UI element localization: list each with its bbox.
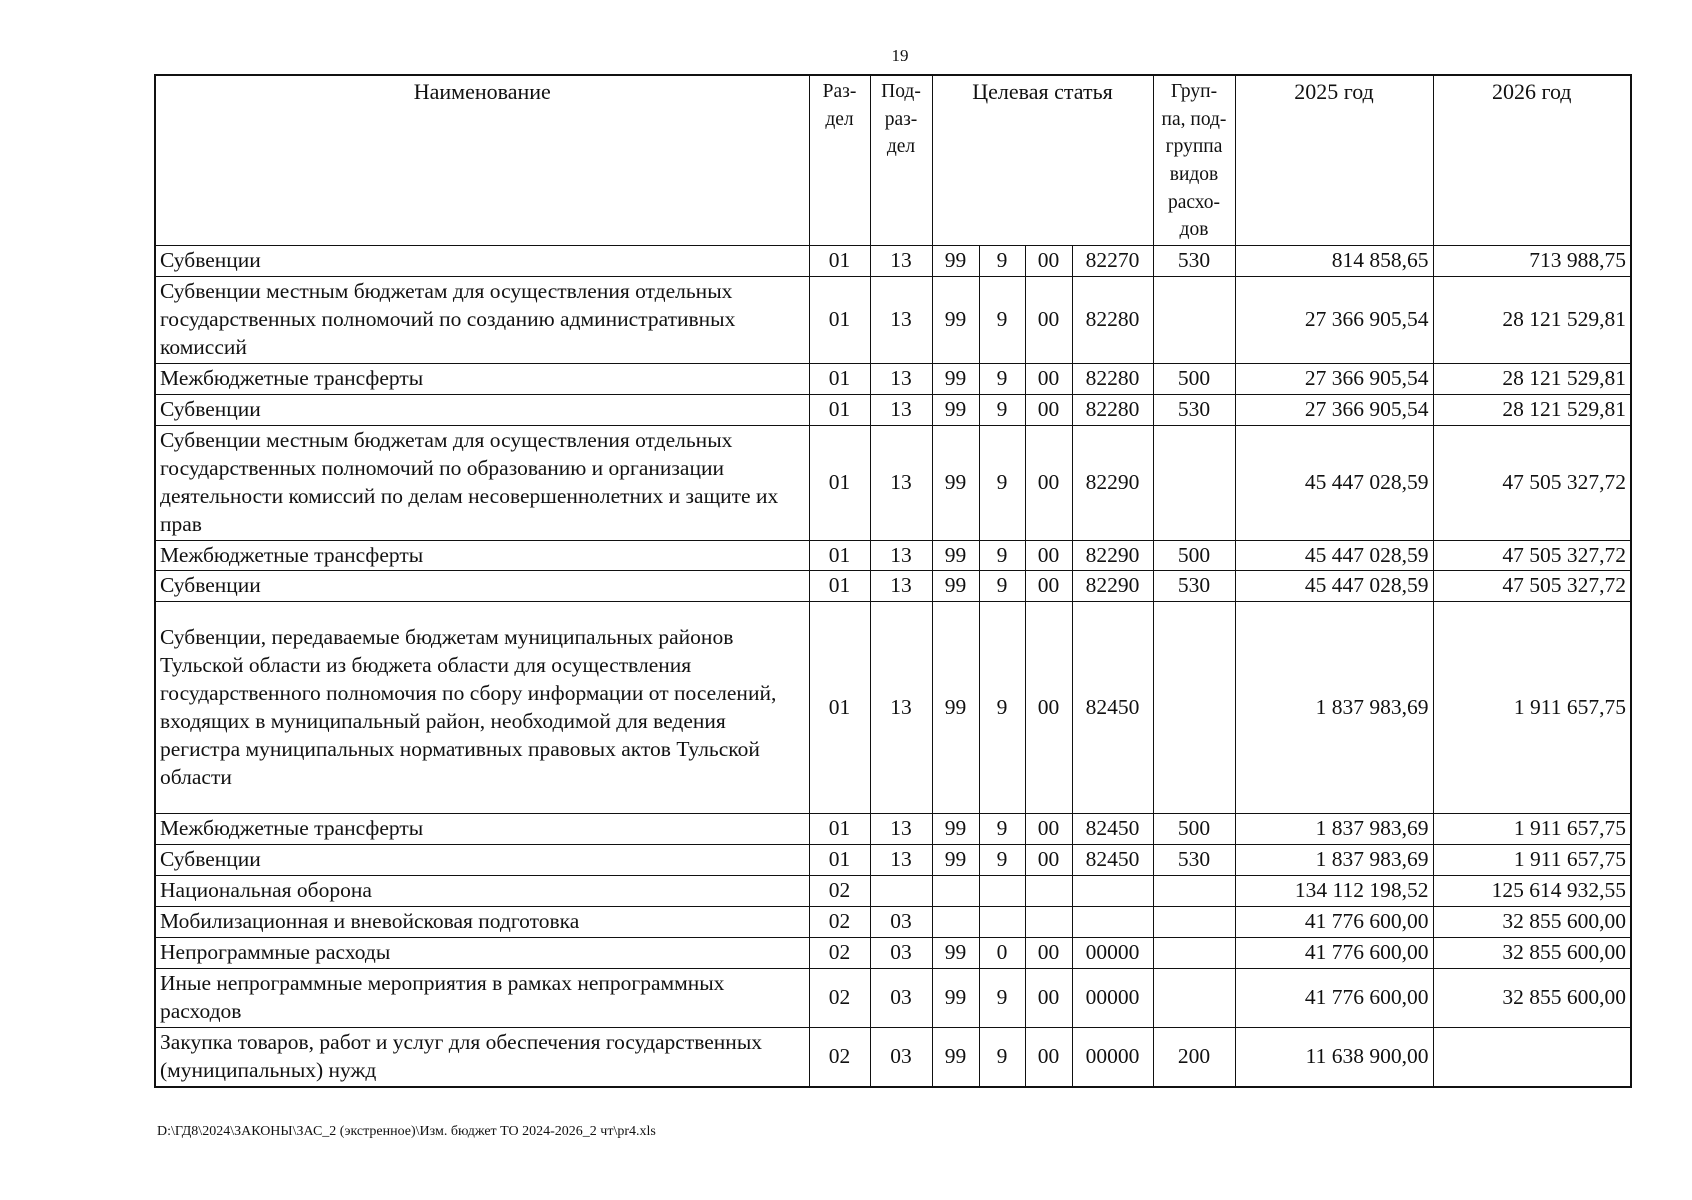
cell-target-program: 99 [932, 845, 979, 876]
header-expense-group: Груп- па, под- группа видов расхо- дов [1153, 75, 1235, 246]
cell-razdel: 01 [809, 363, 870, 394]
cell-razdel: 01 [809, 246, 870, 277]
cell-name: Иные непрограммные мероприятия в рамках непрограммных расходов [155, 969, 809, 1028]
cell-target-subprogram: 0 [979, 938, 1025, 969]
table-row [155, 425, 1631, 540]
cell-target-direction: 82290 [1072, 540, 1153, 571]
cell-amount-2025: 41 776 600,00 [1235, 907, 1433, 938]
cell-expense-group [1153, 425, 1235, 540]
cell-amount-2025: 27 366 905,54 [1235, 394, 1433, 425]
cell-target-program: 99 [932, 277, 979, 364]
table-row [155, 540, 1631, 571]
cell-target-subprogram [979, 876, 1025, 907]
cell-target-subprogram: 9 [979, 540, 1025, 571]
cell-target-subprogram: 9 [979, 969, 1025, 1028]
cell-target-program: 99 [932, 969, 979, 1028]
cell-amount-2025: 41 776 600,00 [1235, 938, 1433, 969]
cell-target-direction: 00000 [1072, 938, 1153, 969]
cell-target-subprogram: 9 [979, 394, 1025, 425]
cell-name: Субвенции местным бюджетам для осуществления отдельных государственных полномочий по образованию и организации деятельности комиссий по делам несовершеннолетних и защите их прав [155, 425, 809, 540]
cell-amount-2025: 1 837 983,69 [1235, 602, 1433, 814]
cell-razdel: 02 [809, 938, 870, 969]
table-row [155, 277, 1631, 364]
cell-amount-2025: 11 638 900,00 [1235, 1027, 1433, 1086]
cell-target-direction: 82270 [1072, 246, 1153, 277]
cell-target-program [932, 907, 979, 938]
budget-table [154, 74, 1632, 1088]
cell-target-program: 99 [932, 938, 979, 969]
cell-podrazdel: 13 [870, 277, 932, 364]
cell-target-subprogram: 9 [979, 1027, 1025, 1086]
cell-amount-2026: 32 855 600,00 [1433, 938, 1631, 969]
cell-target-direction [1072, 876, 1153, 907]
cell-name: Национальная оборона [155, 876, 809, 907]
cell-amount-2026: 125 614 932,55 [1433, 876, 1631, 907]
cell-target-event: 00 [1025, 425, 1072, 540]
cell-name: Субвенции, передаваемые бюджетам муниципальных районов Тульской области из бюджета области для осуществления государственного полномочия по сбору информации от поселений, входящих в муниципальный район, необходимой для ведения регистра муниципальных нормативных правовых актов Тульской области [155, 602, 809, 814]
cell-target-subprogram: 9 [979, 845, 1025, 876]
cell-amount-2025: 1 837 983,69 [1235, 845, 1433, 876]
table-row [155, 394, 1631, 425]
cell-target-program: 99 [932, 246, 979, 277]
cell-razdel: 01 [809, 602, 870, 814]
table-row [155, 845, 1631, 876]
cell-razdel: 02 [809, 1027, 870, 1086]
cell-podrazdel: 13 [870, 602, 932, 814]
cell-name: Непрограммные расходы [155, 938, 809, 969]
cell-amount-2026: 713 988,75 [1433, 246, 1631, 277]
cell-razdel: 02 [809, 907, 870, 938]
cell-target-direction: 82280 [1072, 277, 1153, 364]
cell-name: Субвенции местным бюджетам для осуществления отдельных государственных полномочий по созданию административных комиссий [155, 277, 809, 364]
cell-podrazdel: 13 [870, 246, 932, 277]
cell-target-program: 99 [932, 540, 979, 571]
table-header-row [155, 75, 1631, 246]
cell-amount-2025: 27 366 905,54 [1235, 363, 1433, 394]
cell-amount-2026: 1 911 657,75 [1433, 602, 1631, 814]
cell-amount-2026: 28 121 529,81 [1433, 394, 1631, 425]
cell-amount-2026: 1 911 657,75 [1433, 845, 1631, 876]
cell-target-event: 00 [1025, 602, 1072, 814]
cell-target-event: 00 [1025, 540, 1072, 571]
cell-amount-2026: 28 121 529,81 [1433, 277, 1631, 364]
cell-amount-2026: 28 121 529,81 [1433, 363, 1631, 394]
cell-name: Субвенции [155, 394, 809, 425]
cell-name: Мобилизационная и вневойсковая подготовка [155, 907, 809, 938]
cell-target-program: 99 [932, 394, 979, 425]
cell-target-event [1025, 876, 1072, 907]
cell-target-event: 00 [1025, 571, 1072, 602]
table-row [155, 246, 1631, 277]
table-row [155, 969, 1631, 1028]
cell-target-event: 00 [1025, 277, 1072, 364]
cell-podrazdel: 13 [870, 540, 932, 571]
table-row [155, 363, 1631, 394]
cell-expense-group [1153, 907, 1235, 938]
cell-podrazdel: 03 [870, 938, 932, 969]
cell-target-program: 99 [932, 363, 979, 394]
cell-target-program [932, 876, 979, 907]
cell-expense-group: 500 [1153, 814, 1235, 845]
cell-target-event: 00 [1025, 938, 1072, 969]
cell-podrazdel: 13 [870, 814, 932, 845]
cell-target-direction: 00000 [1072, 969, 1153, 1028]
cell-name: Закупка товаров, работ и услуг для обеспечения государственных (муниципальных) нужд [155, 1027, 809, 1086]
cell-name: Межбюджетные трансферты [155, 540, 809, 571]
cell-podrazdel: 03 [870, 969, 932, 1028]
cell-razdel: 02 [809, 876, 870, 907]
cell-amount-2025: 45 447 028,59 [1235, 425, 1433, 540]
table-row [155, 1027, 1631, 1086]
cell-target-event: 00 [1025, 1027, 1072, 1086]
header-target-article: Целевая статья [932, 75, 1153, 246]
cell-target-direction: 82450 [1072, 602, 1153, 814]
cell-target-subprogram [979, 907, 1025, 938]
cell-target-direction: 82290 [1072, 571, 1153, 602]
cell-expense-group [1153, 969, 1235, 1028]
cell-razdel: 01 [809, 394, 870, 425]
cell-podrazdel: 13 [870, 394, 932, 425]
cell-name: Субвенции [155, 246, 809, 277]
cell-amount-2026: 47 505 327,72 [1433, 540, 1631, 571]
cell-razdel: 01 [809, 277, 870, 364]
header-name: Наименование [155, 75, 809, 246]
cell-target-program: 99 [932, 814, 979, 845]
cell-expense-group: 200 [1153, 1027, 1235, 1086]
cell-target-event: 00 [1025, 814, 1072, 845]
cell-amount-2026: 47 505 327,72 [1433, 571, 1631, 602]
table-row [155, 814, 1631, 845]
cell-expense-group: 500 [1153, 363, 1235, 394]
cell-expense-group [1153, 876, 1235, 907]
cell-target-subprogram: 9 [979, 814, 1025, 845]
cell-expense-group [1153, 602, 1235, 814]
cell-podrazdel: 13 [870, 845, 932, 876]
cell-target-subprogram: 9 [979, 277, 1025, 364]
cell-target-direction: 82290 [1072, 425, 1153, 540]
cell-target-event: 00 [1025, 394, 1072, 425]
cell-name: Межбюджетные трансферты [155, 814, 809, 845]
cell-target-event: 00 [1025, 246, 1072, 277]
table-row [155, 602, 1631, 814]
cell-target-program: 99 [932, 602, 979, 814]
cell-target-event: 00 [1025, 845, 1072, 876]
cell-podrazdel: 03 [870, 907, 932, 938]
cell-amount-2025: 27 366 905,54 [1235, 277, 1433, 364]
table-row [155, 907, 1631, 938]
cell-target-direction: 00000 [1072, 1027, 1153, 1086]
cell-razdel: 01 [809, 540, 870, 571]
cell-amount-2025: 45 447 028,59 [1235, 540, 1433, 571]
cell-target-subprogram: 9 [979, 571, 1025, 602]
cell-name: Межбюджетные трансферты [155, 363, 809, 394]
cell-expense-group [1153, 938, 1235, 969]
cell-expense-group: 530 [1153, 571, 1235, 602]
cell-razdel: 01 [809, 571, 870, 602]
cell-target-direction [1072, 907, 1153, 938]
cell-podrazdel: 13 [870, 363, 932, 394]
cell-target-subprogram: 9 [979, 602, 1025, 814]
table-row [155, 876, 1631, 907]
cell-target-direction: 82280 [1072, 363, 1153, 394]
cell-podrazdel: 13 [870, 425, 932, 540]
cell-target-direction: 82450 [1072, 845, 1153, 876]
header-razdel: Раз- дел [809, 75, 870, 246]
cell-name: Субвенции [155, 571, 809, 602]
header-year-2026: 2026 год [1433, 75, 1631, 246]
file-path-footer: D:\ГД8\2024\ЗАКОНЫ\ЗАС_2 (экстренное)\Изм. бюджет ТО 2024-2026_2 чт\pr4.xls [157, 1124, 656, 1139]
cell-expense-group: 500 [1153, 540, 1235, 571]
cell-expense-group: 530 [1153, 845, 1235, 876]
cell-amount-2026: 32 855 600,00 [1433, 969, 1631, 1028]
cell-podrazdel [870, 876, 932, 907]
cell-expense-group: 530 [1153, 246, 1235, 277]
table-row [155, 571, 1631, 602]
cell-amount-2026: 47 505 327,72 [1433, 425, 1631, 540]
cell-amount-2025: 41 776 600,00 [1235, 969, 1433, 1028]
cell-expense-group [1153, 277, 1235, 364]
cell-target-program: 99 [932, 425, 979, 540]
cell-podrazdel: 13 [870, 571, 932, 602]
cell-razdel: 01 [809, 845, 870, 876]
cell-target-subprogram: 9 [979, 363, 1025, 394]
cell-razdel: 01 [809, 425, 870, 540]
cell-amount-2025: 45 447 028,59 [1235, 571, 1433, 602]
cell-amount-2025: 814 858,65 [1235, 246, 1433, 277]
cell-target-direction: 82280 [1072, 394, 1153, 425]
cell-target-event: 00 [1025, 969, 1072, 1028]
cell-target-subprogram: 9 [979, 246, 1025, 277]
table-row [155, 938, 1631, 969]
cell-target-subprogram: 9 [979, 425, 1025, 540]
header-podrazdel: Под- раз- дел [870, 75, 932, 246]
cell-name: Субвенции [155, 845, 809, 876]
cell-amount-2025: 134 112 198,52 [1235, 876, 1433, 907]
cell-podrazdel: 03 [870, 1027, 932, 1086]
cell-target-direction: 82450 [1072, 814, 1153, 845]
cell-target-event [1025, 907, 1072, 938]
cell-target-event: 00 [1025, 363, 1072, 394]
cell-amount-2026: 32 855 600,00 [1433, 907, 1631, 938]
cell-razdel: 02 [809, 969, 870, 1028]
cell-amount-2025: 1 837 983,69 [1235, 814, 1433, 845]
page-number: 19 [891, 46, 909, 65]
cell-razdel: 01 [809, 814, 870, 845]
cell-expense-group: 530 [1153, 394, 1235, 425]
cell-amount-2026: 1 911 657,75 [1433, 814, 1631, 845]
cell-target-program: 99 [932, 571, 979, 602]
header-year-2025: 2025 год [1235, 75, 1433, 246]
cell-amount-2026 [1433, 1027, 1631, 1086]
cell-target-program: 99 [932, 1027, 979, 1086]
